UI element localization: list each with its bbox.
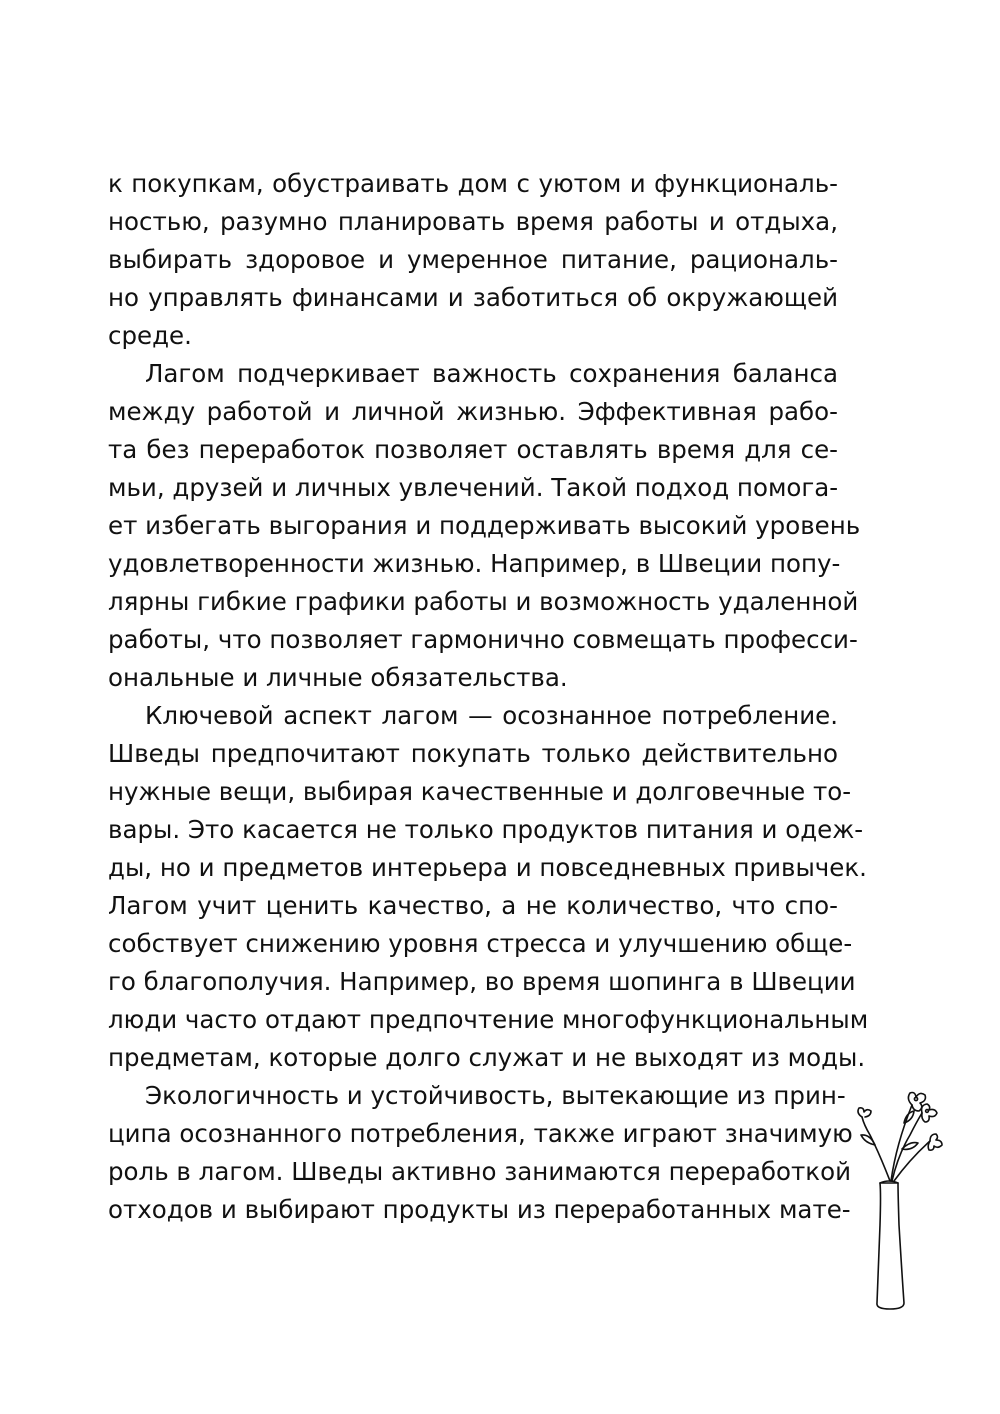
paragraph-3 xyxy=(108,697,869,1077)
text-line: между работой и личной жизнью. Эффективная рабо- xyxy=(108,397,838,426)
text-line: ональные и личные обязательства. xyxy=(108,663,568,692)
text-line: выбирать здоровое и умеренное питание, рациональ- xyxy=(108,245,838,274)
text-line: к покупкам, обустраивать дом с уютом и функциональ- xyxy=(108,169,838,198)
text-line: работы, что позволяет гармонично совмещать професси- xyxy=(108,625,858,654)
text-line: нужные вещи, выбирая качественные и долговечные то- xyxy=(108,777,852,806)
text-line: собствует снижению уровня стресса и улучшению обще- xyxy=(108,929,853,958)
text-line: мьи, друзей и личных увлечений. Такой подход помога- xyxy=(108,473,839,502)
text-line: Ключевой аспект лагом — осознанное потребление. xyxy=(145,701,838,730)
paragraph-1 xyxy=(108,165,838,355)
text-line: вары. Это касается не только продуктов питания и одеж- xyxy=(108,815,864,844)
text-line: среде. xyxy=(108,321,192,350)
text-line: роль в лагом. Шведы активно занимаются переработкой xyxy=(108,1157,852,1186)
text-line: Шведы предпочитают покупать только действительно xyxy=(108,739,838,768)
text-line: Лагом подчеркивает важность сохранения баланса xyxy=(145,359,838,388)
text-line: люди часто отдают предпочтение многофункциональным xyxy=(108,1005,869,1034)
text-line: го благополучия. Например, во время шопинга в Швеции xyxy=(108,967,856,996)
paragraph-2 xyxy=(108,355,861,697)
text-line: но управлять финансами и заботиться об окружающей xyxy=(108,283,838,312)
text-line: ципа осознанного потребления, также играют значимую xyxy=(108,1119,853,1148)
paragraph-4 xyxy=(108,1077,853,1229)
body-text xyxy=(108,165,869,1229)
text-line: удовлетворенности жизнью. Например, в Швеции попу- xyxy=(108,549,841,578)
text-line: Экологичность и устойчивость, вытекающие из прин- xyxy=(145,1081,846,1110)
text-line: ностью, разумно планировать время работы и отдыха, xyxy=(108,207,838,236)
text-line: лярны гибкие графики работы и возможность удаленной xyxy=(108,587,859,616)
vase-with-flowers-icon xyxy=(850,1075,960,1325)
text-line: предметам, которые долго служат и не выходят из моды. xyxy=(108,1043,866,1072)
text-line: Лагом учит ценить качество, а не количество, что спо- xyxy=(108,891,838,920)
text-line: ет избегать выгорания и поддерживать высокий уровень xyxy=(108,511,861,540)
text-line: ды, но и предметов интерьера и повседневных привычек. xyxy=(108,853,867,882)
text-line: отходов и выбирают продукты из переработанных мате- xyxy=(108,1195,851,1224)
text-line: та без переработок позволяет оставлять время для се- xyxy=(108,435,838,464)
